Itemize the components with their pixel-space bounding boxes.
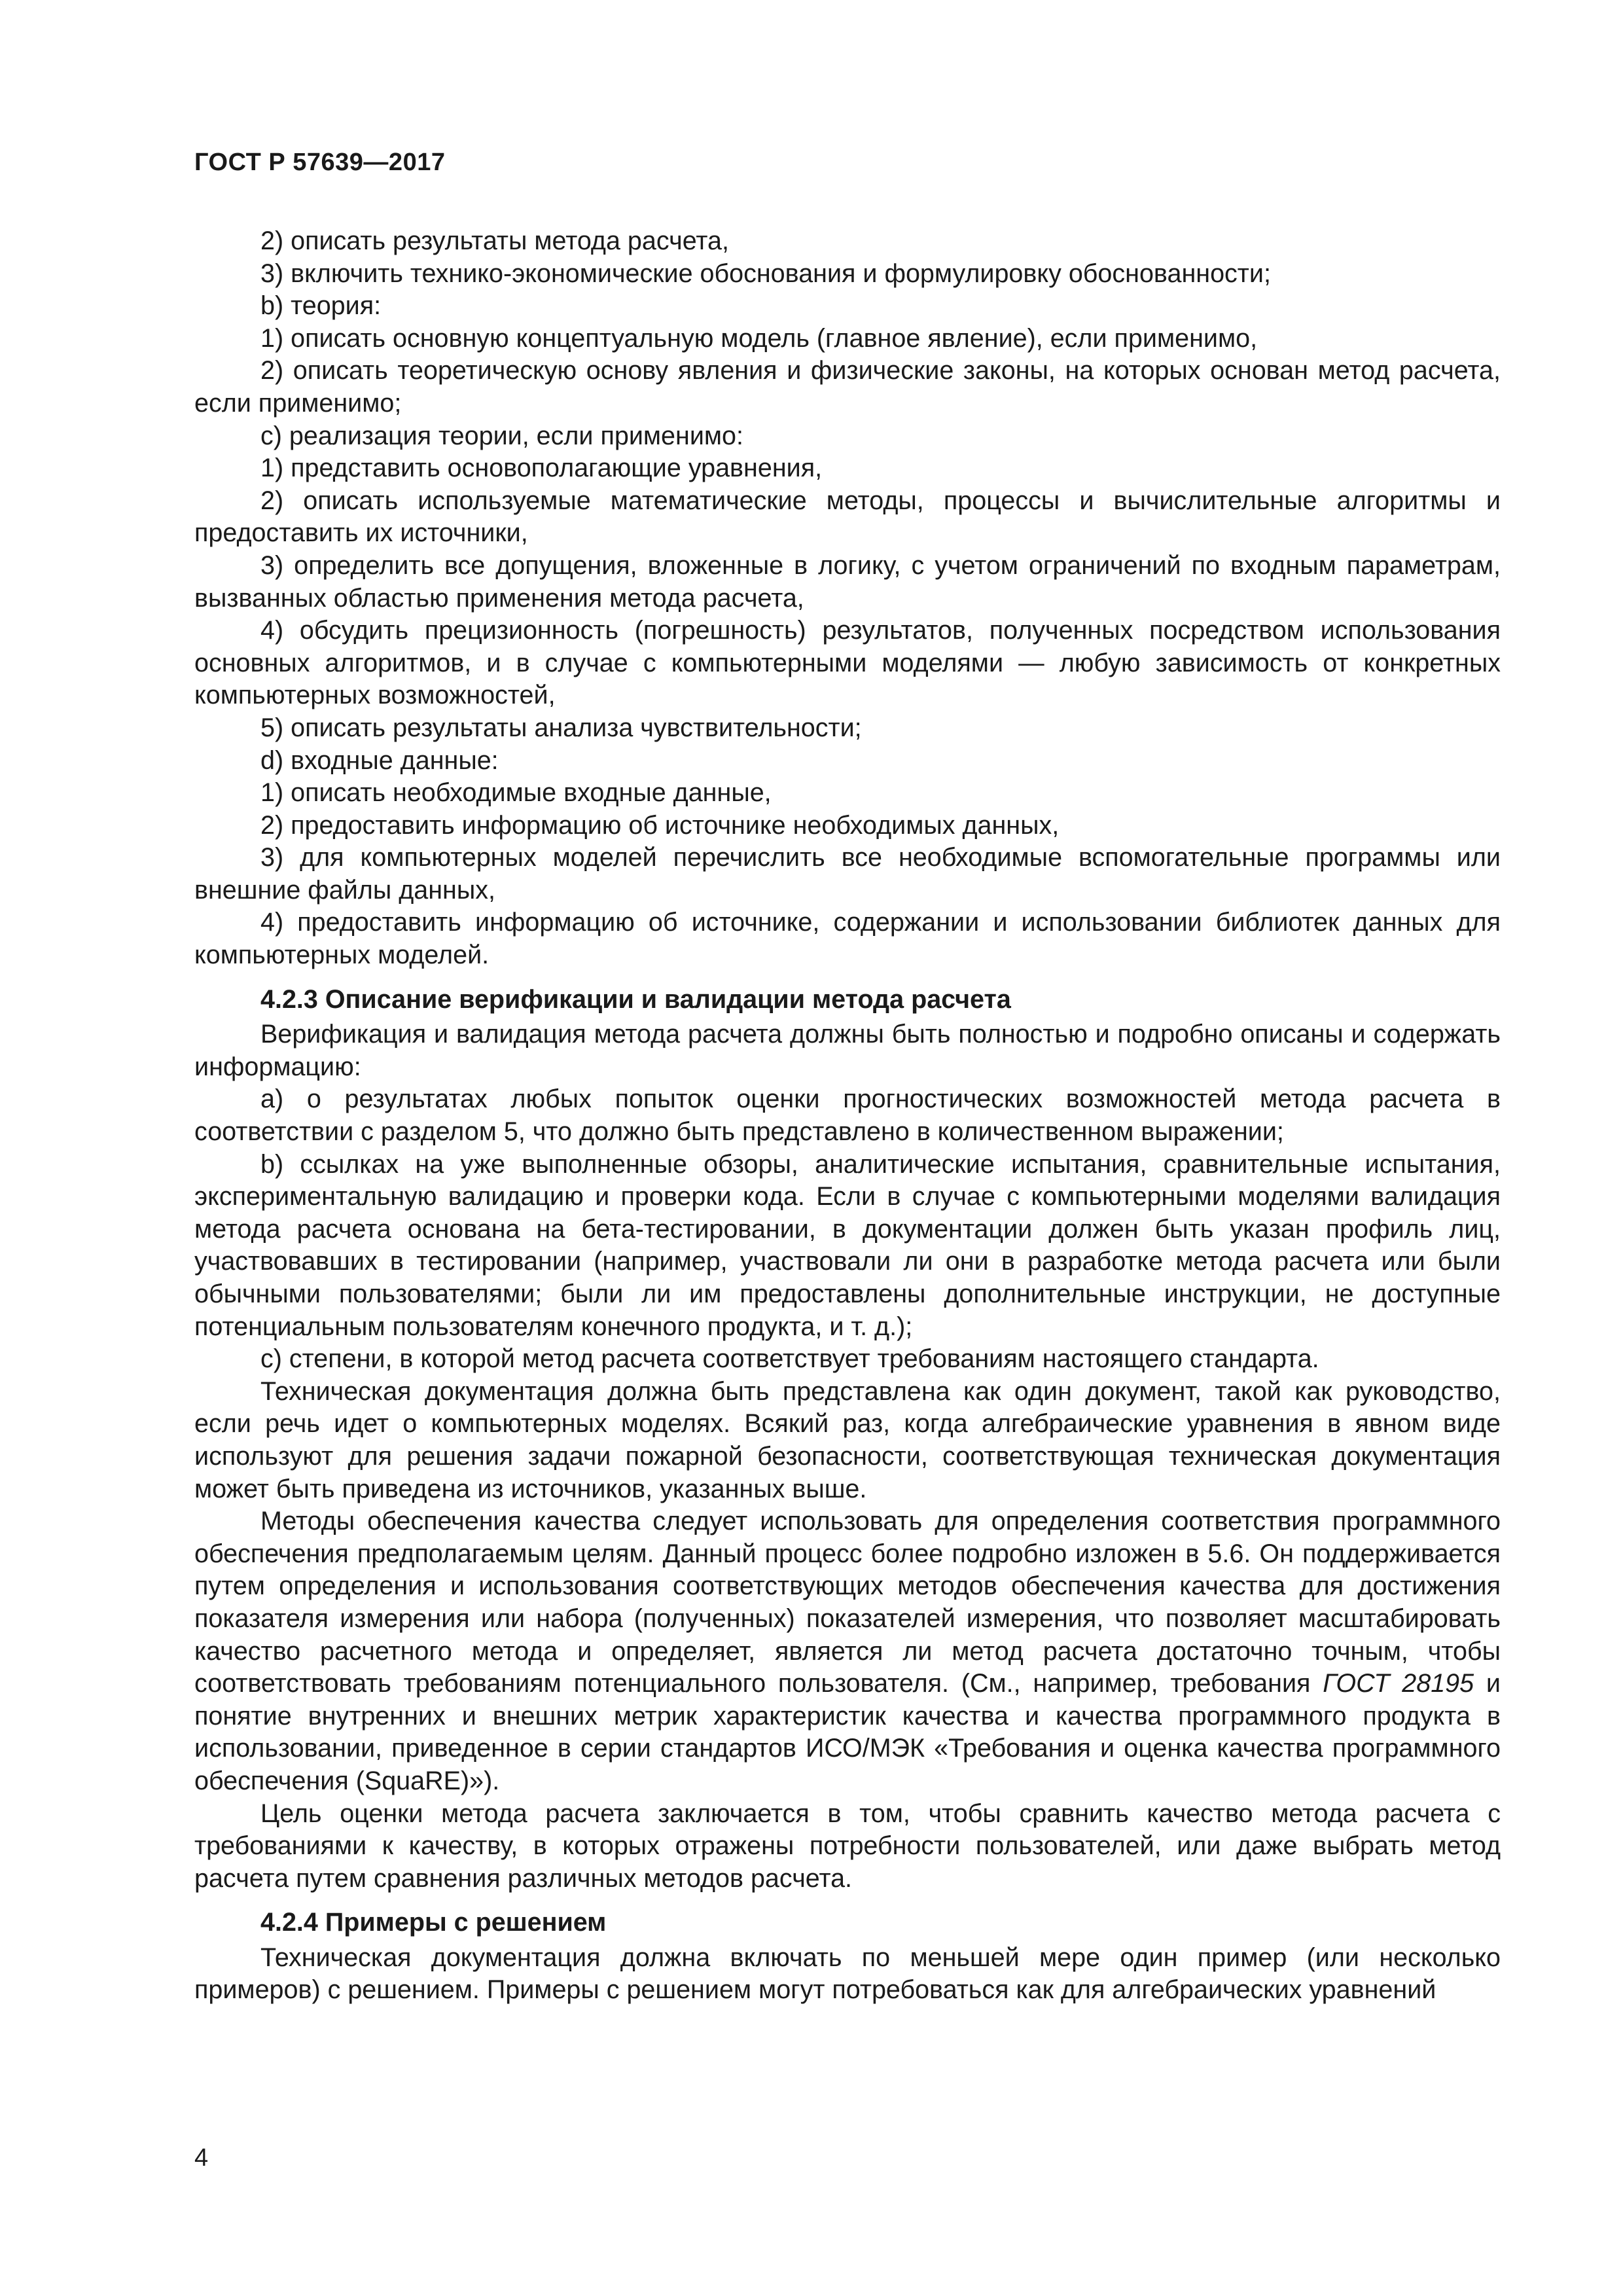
paragraph-text: Методы обеспечения качества следует использовать для определения соответствия программного обеспечения предполагаемым целям. Данный процесс более подробно изложен в 5.6. Он поддерживается путем определения и использования соответствующих методов обеспечения качества для достижения показателя измерения или набора (полученных) показателей измерения, что позволяет масштабировать качество расчетного метода и определяет, является ли метод расчета достаточно точным, чтобы соответствовать требованиям потенциального пользователя. (См., например, требования bbox=[194, 1507, 1501, 1698]
paragraph: Техническая документация должна быть представлена как один документ, такой как руководство, если речь идет о компьютерных моделях. Всякий раз, когда алгебраические уравнения в явном виде используют для решения задачи пожарной безопасности, соответствующая техническая документация может быть приведена из источников, указанных выше. bbox=[194, 1376, 1501, 1503]
page-number: 4 bbox=[194, 2144, 209, 2172]
paragraph: 1) представить основополагающие уравнения, bbox=[260, 454, 823, 483]
paragraph: 1) описать необходимые входные данные, bbox=[260, 778, 772, 808]
section-heading-4-2-4: 4.2.4 Примеры с решением bbox=[260, 1908, 607, 1937]
paragraph: c) реализация теории, если применимо: bbox=[260, 421, 743, 450]
document-body bbox=[194, 225, 1501, 2007]
paragraph: 5) описать результаты анализа чувствительности; bbox=[260, 713, 862, 742]
paragraph: Цель оценки метода расчета заключается в том, чтобы сравнить качество метода расчета с требованиями к качеству, в которых отражены потребности пользователей, или даже выбрать метод расчета путем сравнения различных методов расчета. bbox=[194, 1799, 1501, 1893]
paragraph: 1) описать основную концептуальную модель (главное явление), если применимо, bbox=[260, 323, 1258, 353]
paragraph: 4) предоставить информацию об источнике, содержании и использовании библиотек данных для компьютерных моделей. bbox=[194, 908, 1501, 970]
paragraph: 3) для компьютерных моделей перечислить все необходимые вспомогательные программы или внешние файлы данных, bbox=[194, 843, 1501, 905]
paragraph: 2) описать используемые математические методы, процессы и вычислительные алгоритмы и предоставить их источники, bbox=[194, 486, 1501, 548]
paragraph: 2) описать результаты метода расчета, bbox=[260, 226, 729, 255]
paragraph-text: и понятие внутренних и внешних метрик характеристик качества и качества программного продукта в использовании, приведенное в серии стандартов ИСО/МЭК «Требования и оценка качества программного обеспечения (SquaRE)»). bbox=[194, 1669, 1501, 1795]
standard-reference: ГОСТ 28195 bbox=[1323, 1669, 1474, 1698]
paragraph: 2) предоставить информацию об источнике необходимых данных, bbox=[260, 810, 1060, 840]
document-header: ГОСТ Р 57639—2017 bbox=[194, 149, 446, 176]
paragraph bbox=[194, 1505, 1501, 1797]
paragraph: Верификация и валидация метода расчета должны быть полностью и подробно описаны и содержать информацию: bbox=[194, 1020, 1501, 1081]
paragraph: a) о результатах любых попыток оценки прогностических возможностей метода расчета в соответствии с разделом 5, что должно быть представлено в количественном выражении; bbox=[194, 1085, 1501, 1147]
paragraph: d) входные данные: bbox=[260, 745, 499, 775]
paragraph: 4) обсудить прецизионность (погрешность) результатов, полученных посредством использования основных алгоритмов, и в случае с компьютерными моделями — любую зависимость от конкретных компьютерных возможностей, bbox=[194, 616, 1501, 710]
paragraph: Техническая документация должна включать по меньшей мере один пример (или несколько примеров) с решением. Примеры с решением могут потребоваться как для алгебраических уравнений bbox=[194, 1943, 1501, 2005]
paragraph: c) степени, в которой метод расчета соответствует требованиям настоящего стандарта. bbox=[260, 1344, 1319, 1374]
paragraph: 3) определить все допущения, вложенные в логику, с учетом ограничений по входным параметрам, вызванных областью применения метода расчета, bbox=[194, 550, 1501, 613]
paragraph: 3) включить технико-экономические обоснования и формулировку обоснованности; bbox=[260, 259, 1271, 288]
paragraph: b) теория: bbox=[260, 291, 382, 321]
section-heading-4-2-3: 4.2.3 Описание верификации и валидации метода расчета bbox=[260, 984, 1011, 1014]
paragraph: b) ссылках на уже выполненные обзоры, аналитические испытания, сравнительные испытания, экспериментальную валидацию и проверки кода. Если в случае с компьютерными моделями валидация метода расчета основана на бета-тестировании, в документации должен быть указан профиль лиц, участвовавших в тестировании (например, участвовали ли они в разработке метода расчета или были обычными пользователями; были ли им предоставлены дополнительные инструкции, не доступные потенциальным пользователям конечного продукта, и т. д.); bbox=[194, 1149, 1501, 1341]
paragraph: 2) описать теоретическую основу явления и физические законы, на которых основан метод расчета, если применимо; bbox=[194, 356, 1501, 418]
